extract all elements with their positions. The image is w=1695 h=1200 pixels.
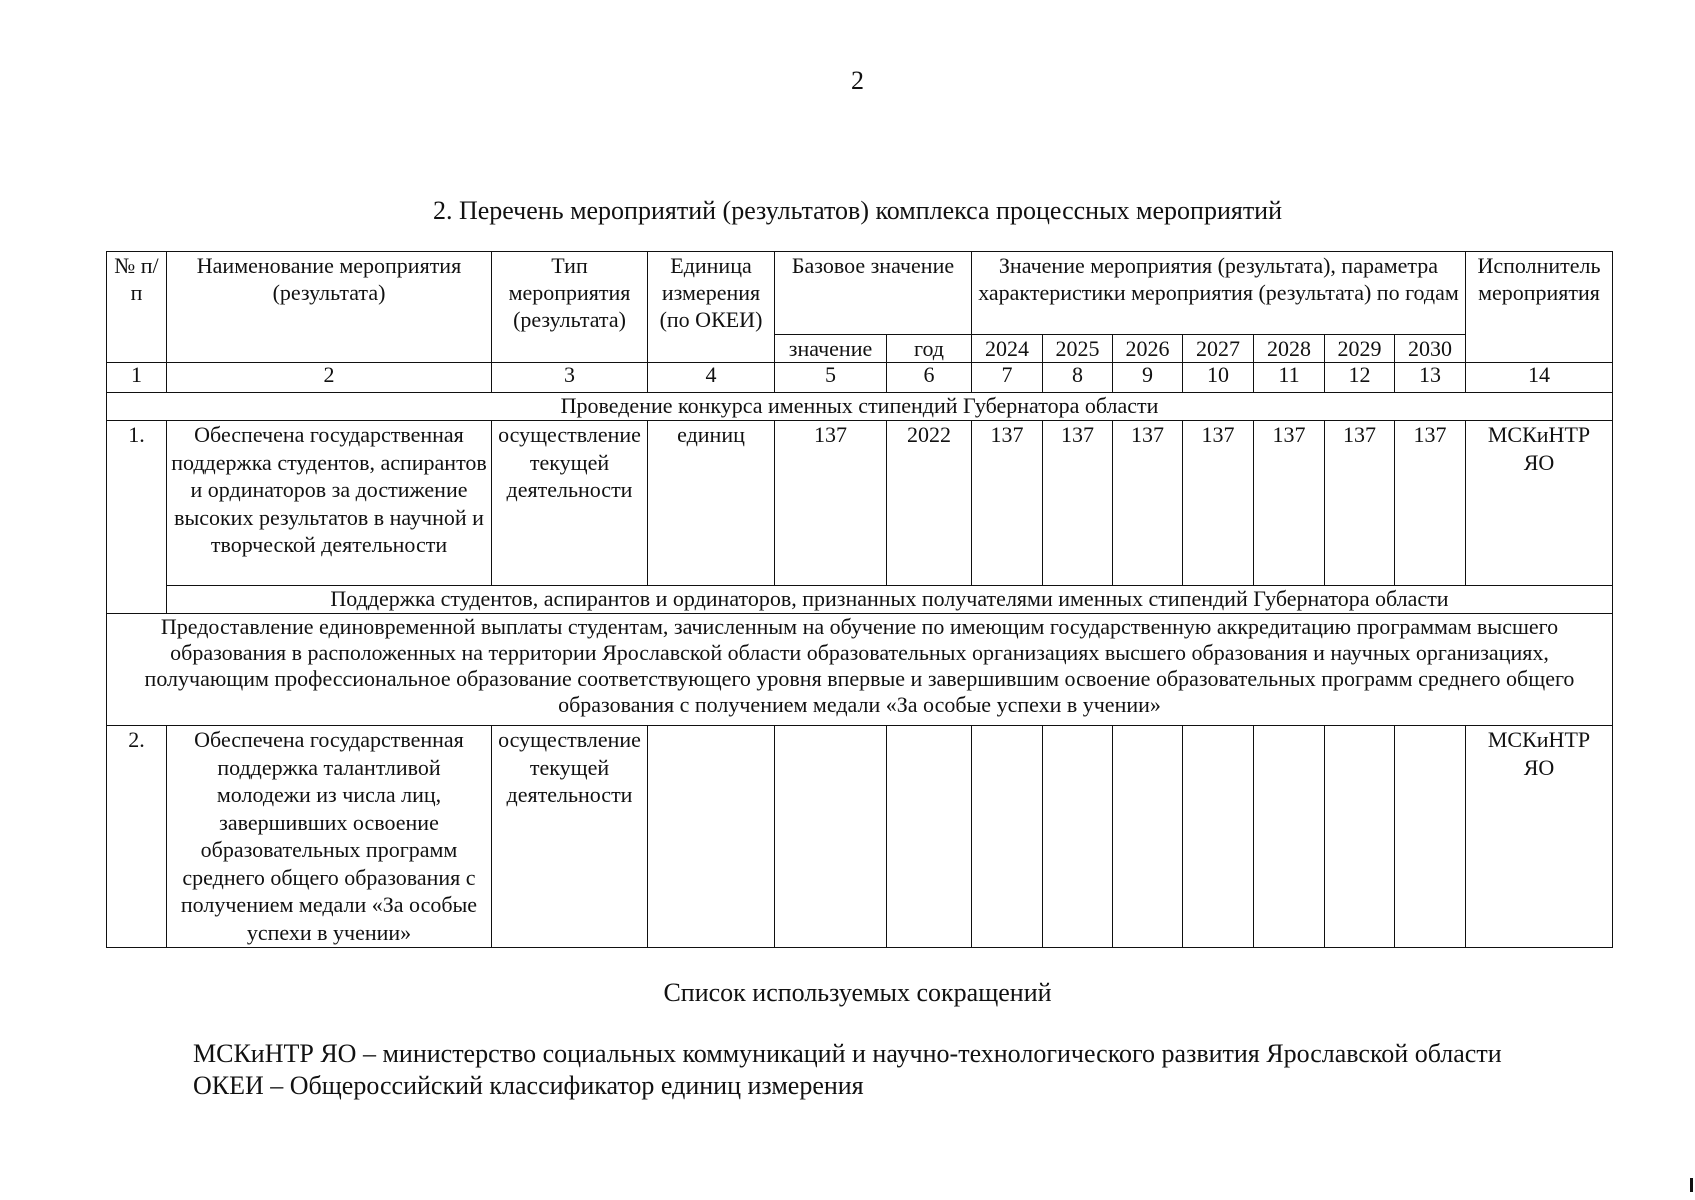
row-base-year: 2022 (887, 421, 972, 586)
row-name: Обеспечена государственная поддержка талантливой молодежи из числа лиц, завершивших освоение образовательных программ среднего общего образования с получением медали «За особые успехи в учении» (167, 726, 492, 948)
header-base-value: значение (775, 335, 887, 363)
row-executor: МСКиНТР ЯО (1466, 726, 1613, 948)
header-num: № п/п (107, 252, 167, 363)
page-number: 2 (851, 66, 864, 95)
column-number: 4 (648, 363, 775, 393)
column-number: 8 (1043, 363, 1113, 393)
row-year-value (972, 726, 1043, 948)
column-number: 12 (1325, 363, 1395, 393)
header-executor: Исполнитель мероприятия (1466, 252, 1613, 363)
abbreviations-list (121, 1038, 1591, 1102)
header-unit: Единица измерения (по ОКЕИ) (648, 252, 775, 363)
header-year: 2026 (1113, 335, 1183, 363)
row-unit: единиц (648, 421, 775, 586)
row-year-value (1183, 726, 1254, 948)
row-year-value: 137 (1183, 421, 1254, 586)
row-year-value: 137 (1043, 421, 1113, 586)
header-type: Тип мероприятия (результата) (492, 252, 648, 363)
row-name: Обеспечена государственная поддержка студентов, аспирантов и ординаторов за достижение высоких результатов в научной и творческой деятельности (167, 421, 492, 586)
row-executor: МСКиНТР ЯО (1466, 421, 1613, 586)
column-number: 1 (107, 363, 167, 393)
row-year-value: 137 (972, 421, 1043, 586)
header-year: 2028 (1254, 335, 1325, 363)
row-year-value: 137 (1395, 421, 1466, 586)
row-year-value (1395, 726, 1466, 948)
row-base-year (887, 726, 972, 948)
row-type: осуществление текущей деятельности (492, 726, 648, 948)
column-number: 11 (1254, 363, 1325, 393)
header-name: Наименование мероприятия (результата) (167, 252, 492, 363)
table-row (107, 726, 1613, 948)
column-number: 7 (972, 363, 1043, 393)
row-base-value: 137 (775, 421, 887, 586)
row-unit (648, 726, 775, 948)
column-number: 10 (1183, 363, 1254, 393)
section-title: Проведение конкурса именных стипендий Губернатора области (107, 393, 1613, 421)
row-year-value (1113, 726, 1183, 948)
column-number: 14 (1466, 363, 1613, 393)
header-year: 2029 (1325, 335, 1395, 363)
header-base: Базовое значение (775, 252, 972, 335)
header-values: Значение мероприятия (результата), параметра характеристики мероприятия (результата) по годам (972, 252, 1466, 335)
measures-table (106, 251, 1613, 948)
header-year: 2025 (1043, 335, 1113, 363)
row-year-value (1325, 726, 1395, 948)
row-type: осуществление текущей деятельности (492, 421, 648, 586)
row-year-value (1254, 726, 1325, 948)
table-row (107, 421, 1613, 586)
column-number: 6 (887, 363, 972, 393)
row-num: 1. (107, 421, 167, 614)
row-year-value: 137 (1254, 421, 1325, 586)
document-title: 2. Перечень мероприятий (результатов) комплекса процессных мероприятий (432, 196, 1283, 225)
header-year: 2024 (972, 335, 1043, 363)
row-num: 2. (107, 726, 167, 948)
column-number: 9 (1113, 363, 1183, 393)
section-title: Предоставление единовременной выплаты студентам, зачисленным на обучение по имеющим государственную аккредитацию программам высшего образования в расположенных на территории Ярославской области образовательных организациях высшего образования и научных организациях, получающим профессиональное образование соответствующего уровня впервые и завершившим освоение образовательных программ среднего общего образования с получением медали «За особые успехи в учении» (107, 614, 1613, 726)
header-year: 2027 (1183, 335, 1254, 363)
header-year: 2030 (1395, 335, 1466, 363)
row-subtitle: Поддержка студентов, аспирантов и ординаторов, признанных получателями именных стипендий Губернатора области (167, 586, 1613, 614)
header-base-year: год (887, 335, 972, 363)
column-number: 5 (775, 363, 887, 393)
row-year-value (1043, 726, 1113, 948)
column-number: 13 (1395, 363, 1466, 393)
row-year-value: 137 (1113, 421, 1183, 586)
abbreviations-title: Список используемых сокращений (663, 978, 1052, 1007)
column-number: 2 (167, 363, 492, 393)
abbreviation-item: ОКЕИ – Общероссийский классификатор единиц измерения (193, 1071, 864, 1100)
row-base-value (775, 726, 887, 948)
abbreviation-item: МСКиНТР ЯО – министерство социальных коммуникаций и научно-технологического развития Ярославской области (193, 1039, 1502, 1068)
scan-edge-mark (1690, 1178, 1693, 1192)
row-year-value: 137 (1325, 421, 1395, 586)
column-number: 3 (492, 363, 648, 393)
